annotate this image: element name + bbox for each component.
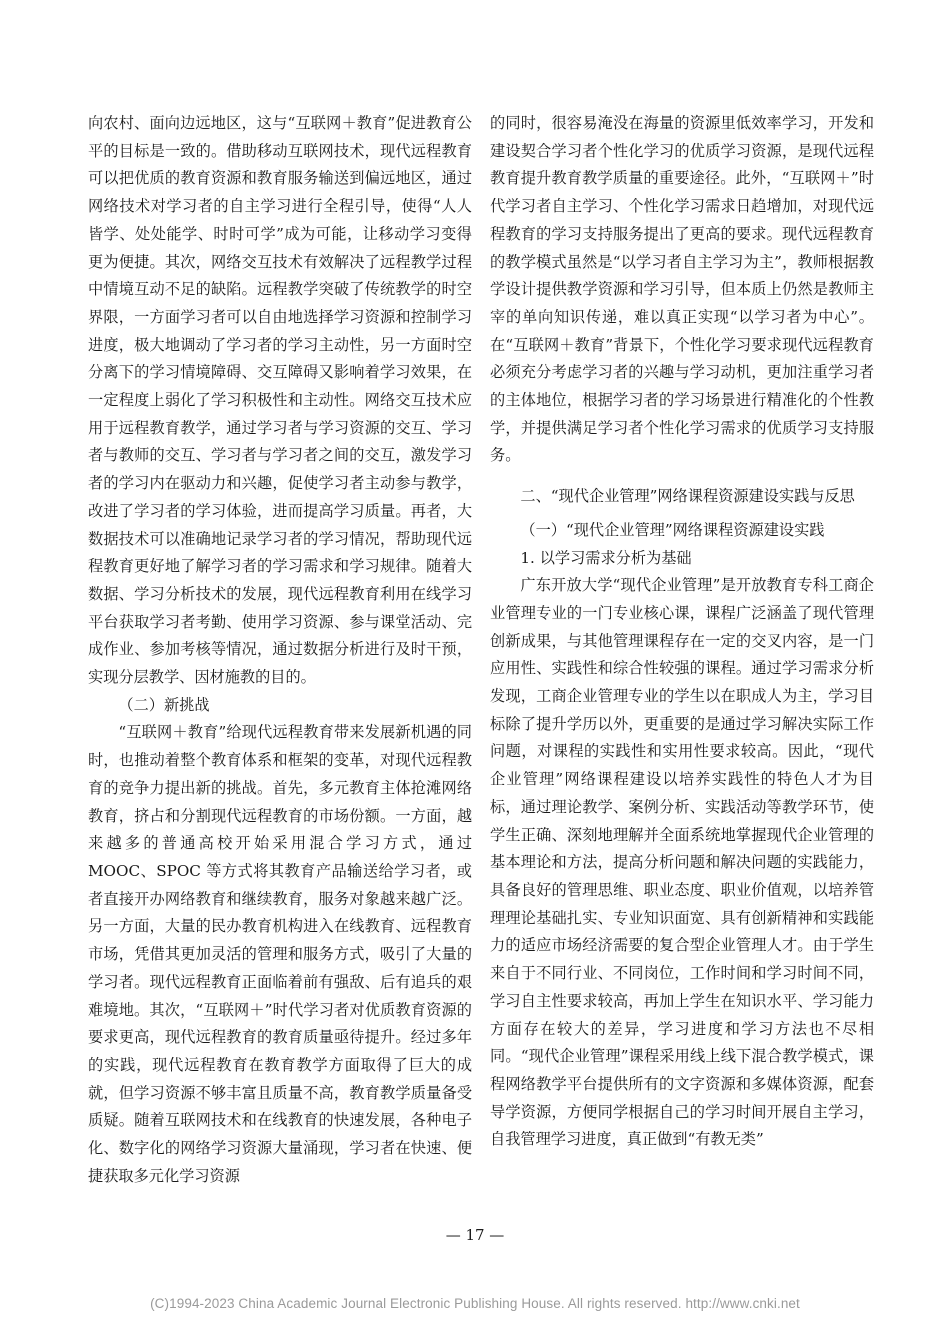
- right-column: [490, 110, 874, 1154]
- right-paragraph-1: 的同时，很容易淹没在海量的资源里低效率学习，开发和建设契合学习者个性化学习的优质学习资源，是现代远程教育提升教育教学质量的重要途径。此外，“互联网＋”时代学习者自主学习、个性化学习需求日趋增加，对现代远程教育的学习支持服务提出了更高的要求。现代远程教育的教学模式虽然是“以学习者自主学习为主”，教师根据教学设计提供教学资源和学习引导，但本质上仍然是教师主宰的单向知识传递，难以真正实现“以学习者为中心”。在“互联网＋教育”背景下，个性化学习要求现代远程教育必须充分考虑学习者的兴趣与学习动机，更加注重学习者的主体地位，根据学习者的学习场景进行精准化的个性教学，并提供满足学习者个性化学习需求的优质学习支持服务。: [490, 114, 874, 465]
- right-paragraph-2: 广东开放大学“现代企业管理”是开放教育专科工商企业管理专业的一门专业核心课，课程广泛涵盖了现代管理创新成果，与其他管理课程存在一定的交叉内容，是一门应用性、实践性和综合性较强的课程。通过学习需求分析发现，工商企业管理专业的学生以在职成人为主，学习目标除了提升学历以外，更重要的是通过学习解决实际工作问题，对课程的实践性和实用性要求较高。因此，“现代企业管理”网络课程建设以培养实践性的特色人才为目标，通过理论教学、案例分析、实践活动等教学环节，使学生正确、深刻地理解并全面系统地掌握现代企业管理的基本理论和方法，提高分析问题和解决问题的实践能力，具备良好的管理思维、职业态度、职业价值观，以培养管理理论基础扎实、专业知识面宽、具有创新精神和实践能力的适应市场经济需要的复合型企业管理人才。由于学生来自于不同行业、不同岗位，工作时间和学习时间不同，学习自主性要求较高，再加上学生在知识水平、学习能力方面存在较大的差异，学习进度和学习方法也不尽相同。“现代企业管理”课程采用线上线下混合教学模式，课程网络教学平台提供所有的文字资源和多媒体资源，配套导学资源，方便同学根据自己的学习时间开展自主学习，自我管理学习进度，真正做到“有教无类”: [490, 576, 874, 1149]
- left-column: [88, 110, 472, 1190]
- left-paragraph-2: “互联网＋教育”给现代远程教育带来发展新机遇的同时，也推动着整个教育体系和框架的变革，对现代远程教育的竞争力提出新的挑战。首先，多元教育主体抢滩网络教育，挤占和分割现代远程教育的市场份额。一方面，越来越多的普通高校开始采用混合学习方式，通过 MOOC、SPOC 等方式将其教育产品输送给学习者，或者直接开办网络教育和继续教育，服务对象越来越广泛。另一方面，大量的民办教育机构进入在线教育、远程教育市场，凭借其更加灵活的管理和服务方式，吸引了大量的学习者。现代远程教育正面临着前有强敌、后有追兵的艰难境地。其次，“互联网＋”时代学习者对优质教育资源的要求更高，现代远程教育的教育质量亟待提升。经过多年的实践，现代远程教育在教育教学方面取得了巨大的成就，但学习资源不够丰富且质量不高，教育教学质量备受质疑。随着互联网技术和在线教育的快速发展，各种电子化、数字化的网络学习资源大量涌现，学习者在快速、便捷获取多元化学习资源: [88, 723, 472, 1185]
- section-heading-new-challenges: （二）新挑战: [118, 695, 210, 714]
- left-paragraph-1: 向农村、面向边远地区，这与“互联网＋教育”促进教育公平的目标是一致的。借助移动互联网技术，现代远程教育可以把优质的教育资源和教育服务输送到偏远地区，通过网络技术对学习者的自主学习进行全程引导，使得“人人皆学、处处能学、时时可学”成为可能，让移动学习变得更为便捷。其次，网络交互技术有效解决了远程教学过程中情境互动不足的缺陷。远程教学突破了传统教学的时空界限，一方面学习者可以自由地选择学习资源和控制学习进度，极大地调动了学习者的学习主动性，另一方面时空分离下的学习情境障碍、交互障碍又影响着学习效果，在一定程度上弱化了学习积极性和主动性。网络交互技术应用于远程教育教学，通过学习者与学习资源的交互、学习者与教师的交互、学习者与学习者之间的交互，激发学习者的学习内在驱动力和兴趣，促使学习者主动参与教学，改进了学习者的学习体验，进而提高学习质量。再者，大数据技术可以准确地记录学习者的学习情况，帮助现代远程教育更好地了解学习者的学习需求和学习规律。随着大数据、学习分析技术的发展，现代远程教育利用在线学习平台获取学习者考勤、使用学习资源、参与课堂活动、完成作业、参加考核等情况，通过数据分析进行及时干预，实现分层教学、因材施教的目的。: [88, 114, 472, 687]
- section-heading-2: 二、“现代企业管理”网络课程资源建设实践与反思: [520, 487, 855, 506]
- page-number: — 17 —: [445, 1226, 505, 1244]
- subsubsection-heading-1: 1. 以学习需求分析为基础: [520, 548, 692, 567]
- subsection-heading-1: （一）“现代企业管理”网络课程资源建设实践: [520, 520, 825, 539]
- copyright-footer: (C)1994-2023 China Academic Journal Electronic Publishing House. All rights reserved. http://www.cnki.net: [150, 1296, 800, 1311]
